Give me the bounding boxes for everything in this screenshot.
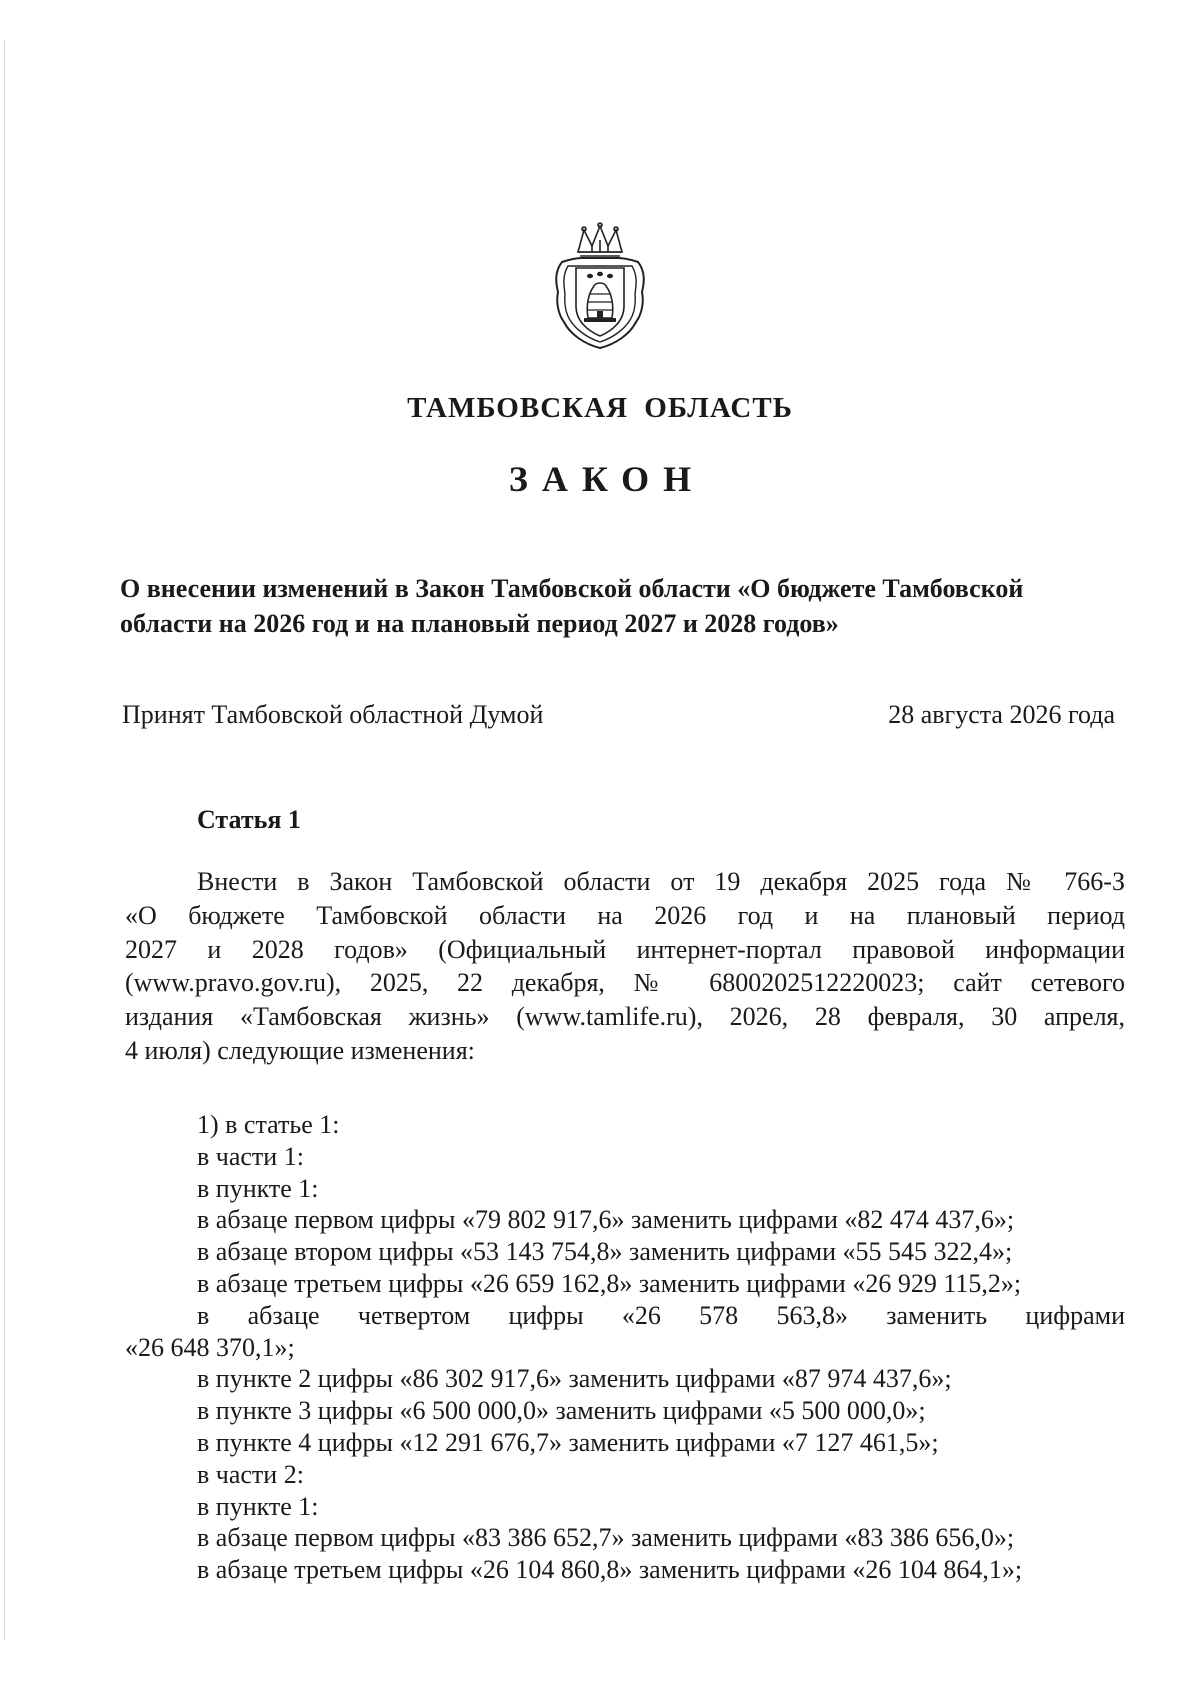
region-name: ТАМБОВСКАЯ ОБЛАСТЬ — [407, 392, 793, 424]
amendment-item: в абзаце первом цифры «83 386 652,7» заменить цифрами «83 386 656,0»; — [197, 1523, 1015, 1553]
paragraph-line: 2027 и 2028 годов» (Официальный интернет-портал правовой информации — [125, 934, 1125, 964]
amendment-item: в абзаце втором цифры «53 143 754,8» заменить цифрами «55 545 322,4»; — [197, 1237, 1013, 1267]
paragraph-line: «О бюджете Тамбовской области на 2026 год и на плановый период — [125, 900, 1125, 930]
adoption-date: 28 августа 2026 года — [888, 700, 1115, 729]
amendment-item-continuation: «26 648 370,1»; — [125, 1332, 295, 1362]
amendment-item: в абзаце третьем цифры «26 659 162,8» заменить цифрами «26 929 115,2»; — [197, 1268, 1022, 1298]
law-subject-line: О внесении изменений в Закон Тамбовской области «О бюджете Тамбовской — [120, 574, 1024, 603]
law-subject — [120, 571, 1125, 641]
amendment-item: в абзаце четвертом цифры «26 578 563,8» заменить цифрами — [197, 1300, 1125, 1330]
scan-edge-mark — [4, 40, 5, 1640]
adopted-by: Принят Тамбовской областной Думой — [122, 700, 544, 729]
amendment-item: в пункте 2 цифры «86 302 917,6» заменить цифрами «87 974 437,6»; — [197, 1364, 952, 1394]
article-intro-paragraph — [125, 865, 1125, 1068]
law-subject-line: области на 2026 год и на плановый период 2027 и 2028 годов» — [120, 609, 839, 638]
amendment-item: в части 2: — [197, 1459, 304, 1489]
paragraph-line: издания «Тамбовская жизнь» (www.tamlife.ru), 2026, 28 февраля, 30 апреля, — [125, 1002, 1125, 1032]
paragraph-line: (www.pravo.gov.ru), 2025, 22 декабря, № 6800202512220023; сайт сетевого — [125, 968, 1125, 998]
coat-of-arms-icon — [548, 222, 652, 350]
amendment-item: в части 1: — [197, 1141, 304, 1171]
amendment-item: в абзаце первом цифры «79 802 917,6» заменить цифрами «82 474 437,6»; — [197, 1205, 1015, 1235]
document-type-title: ЗАКОН — [508, 459, 706, 499]
paragraph-line: 4 июля) следующие изменения: — [125, 1035, 475, 1065]
paragraph-line: Внести в Закон Тамбовской области от 19 декабря 2025 года № 766-З — [197, 867, 1125, 896]
amendment-item: в пункте 4 цифры «12 291 676,7» заменить цифрами «7 127 461,5»; — [197, 1427, 939, 1457]
amendment-item: 1) в статье 1: — [197, 1110, 340, 1139]
amendment-item: в пункте 3 цифры «6 500 000,0» заменить цифрами «5 500 000,0»; — [197, 1396, 926, 1426]
amendment-item: в абзаце третьем цифры «26 104 860,8» заменить цифрами «26 104 864,1»; — [197, 1555, 1023, 1585]
amendment-item: в пункте 1: — [197, 1491, 319, 1521]
amendment-item: в пункте 1: — [197, 1173, 319, 1203]
amendments-list — [125, 1109, 1125, 1586]
article-heading: Статья 1 — [197, 805, 301, 834]
